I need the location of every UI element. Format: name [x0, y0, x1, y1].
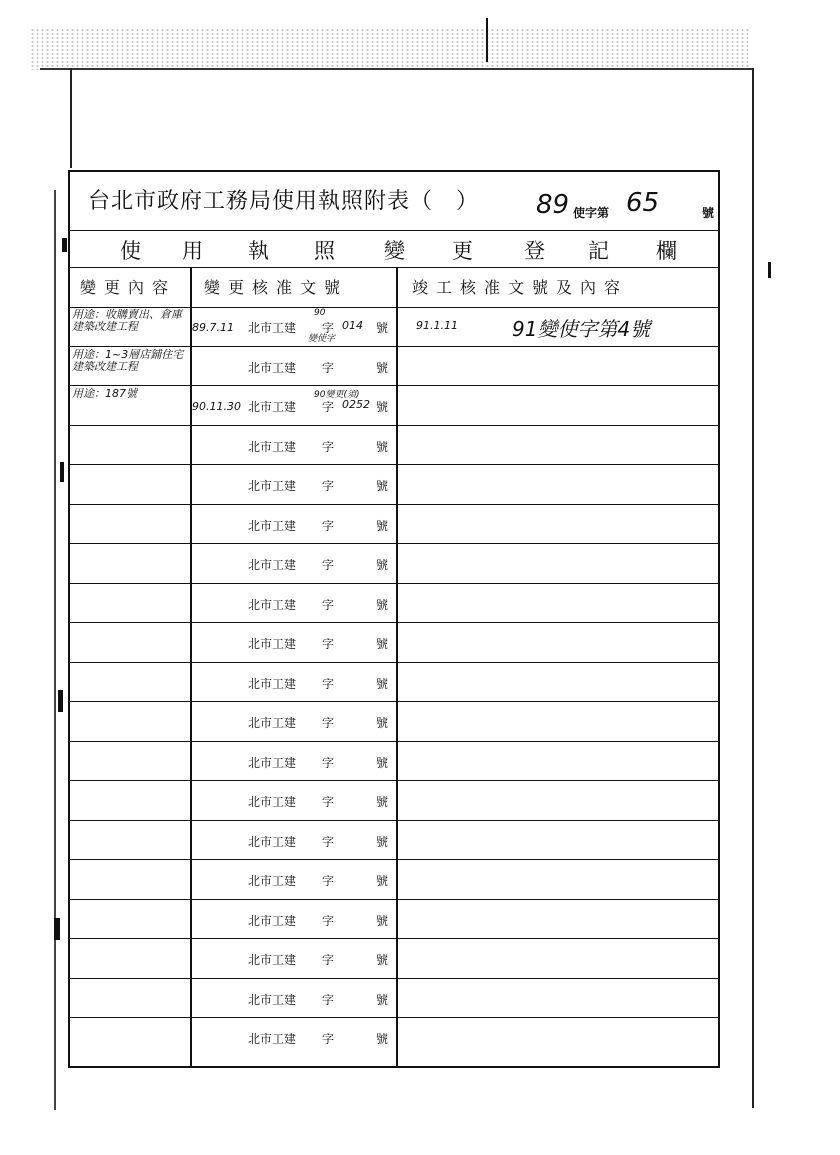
approval-hao: 號 [376, 795, 389, 809]
completion-cell [402, 386, 718, 425]
change-approval-cell [192, 386, 396, 425]
scan-edge-left [70, 68, 72, 168]
completion-cell [402, 821, 718, 860]
approval-number: 0252 [342, 398, 370, 411]
approval-prefix: 北市工建 [248, 321, 297, 335]
approval-subscript: 變使字 [308, 334, 336, 344]
approval-prefix: 北市工建 [248, 439, 297, 454]
approval-hao: 號 [376, 321, 389, 335]
table-row [70, 979, 718, 1019]
approval-hao: 號 [376, 755, 389, 770]
scan-mark [62, 238, 67, 252]
completion-cell [402, 1018, 718, 1058]
approval-prefix: 北市工建 [248, 716, 297, 730]
approval-zi: 字 [322, 360, 335, 375]
section-char: 欄 [656, 239, 677, 263]
change-approval-cell [192, 623, 396, 662]
section-char: 更 [452, 239, 473, 263]
completion-cell [402, 663, 718, 702]
approval-prefix: 北市工建 [248, 874, 297, 888]
approval-zi: 字 [322, 716, 335, 730]
table-row [70, 821, 718, 861]
approval-zi: 字 [322, 439, 335, 454]
approval-hao: 號 [376, 637, 389, 651]
header-change-content: 變更內容 [80, 278, 177, 297]
header-completion-approval: 竣工核准文號及內容 [412, 278, 629, 297]
table-row [70, 426, 718, 466]
approval-hao: 號 [376, 913, 389, 928]
scan-mark [58, 690, 63, 712]
change-content-line2: 建築改建工程 [72, 359, 138, 373]
completion-cell [402, 307, 718, 346]
table-row [70, 544, 718, 584]
approval-zi: 字 [322, 637, 335, 651]
scan-edge-left-lower [54, 190, 56, 1110]
section-char: 登 [524, 239, 545, 263]
approval-zi: 字 [322, 874, 335, 888]
change-approval-cell [192, 584, 396, 623]
approval-prefix: 北市工建 [248, 479, 297, 493]
approval-hao: 號 [376, 953, 389, 967]
table-row [70, 623, 718, 663]
approval-prefix: 北市工建 [248, 400, 297, 414]
table-row [70, 307, 718, 347]
change-content: 用途：187號 [72, 387, 137, 400]
approval-hao: 號 [376, 676, 389, 691]
approval-hao: 號 [376, 518, 389, 533]
completion-cell [402, 939, 718, 978]
approval-hao: 號 [376, 597, 389, 612]
approval-date: 90.11.30 [192, 400, 241, 413]
change-approval-cell [192, 900, 396, 939]
approval-zi: 字 [322, 597, 335, 612]
approval-prefix: 北市工建 [248, 360, 297, 375]
section-title-row [70, 230, 718, 268]
approval-prefix: 北市工建 [248, 676, 297, 691]
change-approval-cell [192, 505, 396, 544]
completion-cell [402, 742, 718, 781]
section-char: 執 [248, 239, 269, 263]
approval-prefix: 北市工建 [248, 992, 297, 1007]
permit-word: 使字第 [573, 206, 610, 220]
change-approval-cell [192, 979, 396, 1018]
completion-cell [402, 347, 718, 386]
approval-zi: 字 [322, 953, 335, 967]
permit-year: 89 [536, 190, 570, 220]
approval-hao: 號 [376, 558, 389, 572]
table-row [70, 860, 718, 900]
change-content: 用途：收購賣出、倉庫 [72, 308, 182, 321]
table-row [70, 702, 718, 742]
permit-suffix: 號 [702, 206, 715, 220]
table-row [70, 742, 718, 782]
approval-hao: 號 [376, 834, 389, 849]
table-row [70, 386, 718, 426]
change-content-cell [72, 309, 188, 333]
approval-hao: 號 [376, 874, 389, 888]
approval-hao: 號 [376, 360, 389, 375]
section-char: 變 [384, 239, 405, 263]
scan-mark [54, 918, 60, 940]
approval-prefix: 北市工建 [248, 637, 297, 651]
approval-prefix: 北市工建 [248, 597, 297, 612]
scan-edge-top [40, 68, 752, 70]
section-char: 用 [182, 239, 203, 263]
completion-cell [402, 900, 718, 939]
approval-prefix: 北市工建 [248, 558, 297, 572]
table-row [70, 663, 718, 703]
change-approval-cell [192, 939, 396, 978]
completion-cell [402, 860, 718, 899]
approval-hao: 號 [376, 479, 389, 493]
section-char: 記 [588, 239, 609, 263]
approval-superscript: 90 [314, 308, 326, 318]
approval-prefix: 北市工建 [248, 795, 297, 809]
form-title: 台北市政府工務局使用執照附表（ ） [88, 189, 480, 214]
change-approval-cell [192, 860, 396, 899]
permit-appendix-form [68, 170, 720, 1068]
approval-hao: 號 [376, 1032, 389, 1046]
approval-hao: 號 [376, 439, 389, 454]
section-char: 照 [314, 239, 335, 263]
completion-cell [402, 465, 718, 504]
approval-zi: 字 [322, 913, 335, 928]
approval-prefix: 北市工建 [248, 1032, 297, 1046]
approval-zi: 字 [322, 755, 335, 770]
change-approval-cell [192, 426, 396, 465]
change-content: 用途：1~3層店鋪住宅 [72, 347, 184, 361]
change-approval-cell [192, 347, 396, 386]
approval-superscript: 90變更(須) [314, 390, 360, 400]
approval-zi: 字 [322, 558, 335, 572]
change-approval-cell [192, 702, 396, 741]
table-row [70, 465, 718, 505]
approval-zi: 字 [322, 479, 335, 493]
header-change-approval: 變更核准文號 [204, 278, 349, 297]
completion-date: 91.1.11 [416, 319, 458, 332]
change-approval-cell [192, 544, 396, 583]
title-row [70, 172, 718, 231]
completion-cell [402, 979, 718, 1018]
approval-prefix: 北市工建 [248, 755, 297, 770]
approval-zi: 字 [322, 321, 335, 335]
scan-mark [60, 462, 64, 482]
approval-zi: 字 [322, 518, 335, 533]
approval-zi: 字 [322, 795, 335, 809]
completion-cell [402, 623, 718, 662]
header-row [70, 267, 718, 308]
approval-number: 014 [342, 319, 363, 332]
change-approval-cell [192, 821, 396, 860]
table-row [70, 900, 718, 940]
permit-number: 65 [626, 188, 660, 218]
approval-prefix: 北市工建 [248, 834, 297, 849]
scan-edge-right [752, 68, 754, 1108]
change-approval-cell [192, 781, 396, 820]
change-approval-cell [192, 307, 396, 346]
change-approval-cell [192, 1018, 396, 1058]
change-content-line2: 建築改建工程 [72, 320, 138, 333]
change-content-cell [72, 349, 188, 373]
approval-zi: 字 [322, 1032, 335, 1046]
scan-mark [768, 262, 771, 278]
completion-cell [402, 505, 718, 544]
approval-zi: 字 [322, 676, 335, 691]
approval-hao: 號 [376, 400, 389, 414]
approval-prefix: 北市工建 [248, 953, 297, 967]
completion-cell [402, 781, 718, 820]
table-row [70, 781, 718, 821]
table-row [70, 505, 718, 545]
table-row [70, 1018, 718, 1058]
approval-date: 89.7.11 [192, 321, 234, 334]
approval-prefix: 北市工建 [248, 518, 297, 533]
approval-hao: 號 [376, 992, 389, 1007]
scan-mark [486, 18, 488, 62]
change-approval-cell [192, 465, 396, 504]
scan-noise [30, 28, 750, 70]
change-content-cell [72, 388, 188, 400]
table-row [70, 939, 718, 979]
completion-cell [402, 584, 718, 623]
completion-cell [402, 544, 718, 583]
table-row [70, 584, 718, 624]
approval-zi: 字 [322, 992, 335, 1007]
completion-text: 91變使字第4號 [512, 317, 651, 341]
change-approval-cell [192, 742, 396, 781]
completion-cell [402, 426, 718, 465]
approval-zi: 字 [322, 834, 335, 849]
table-row [70, 347, 718, 387]
approval-prefix: 北市工建 [248, 913, 297, 928]
completion-cell [402, 702, 718, 741]
change-approval-cell [192, 663, 396, 702]
section-char: 使 [120, 239, 141, 263]
approval-hao: 號 [376, 716, 389, 730]
approval-zi: 字 [322, 400, 335, 414]
